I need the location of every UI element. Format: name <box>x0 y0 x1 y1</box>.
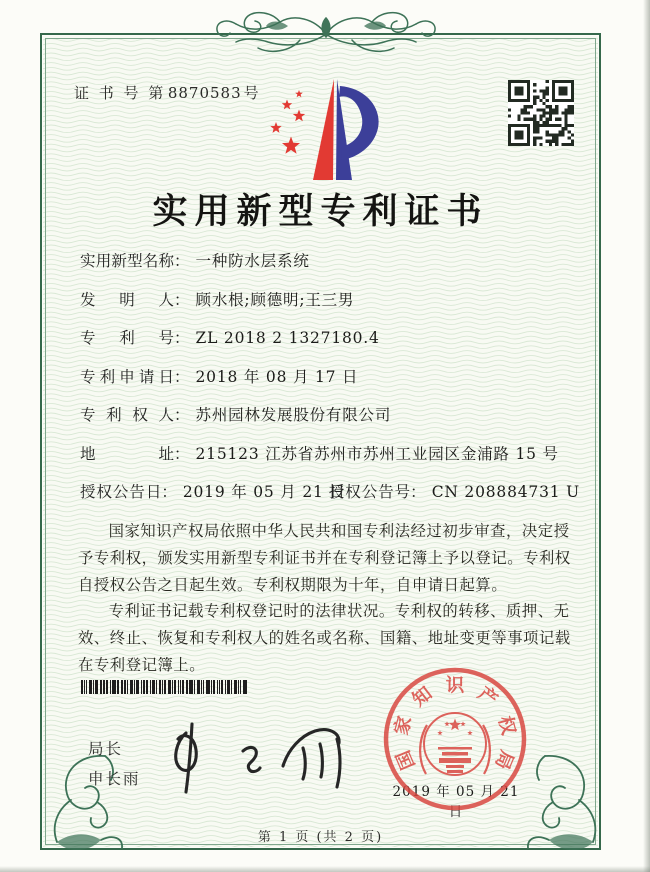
legal-paragraph-2: 专利证书记载专利权登记时的法律状况。专利权的转移、质押、无效、终止、恢复和专利权人的姓名或名称、国籍、地址变更等事项记载在专利登记簿上。 <box>78 602 571 674</box>
top-border-flourish-ornament <box>203 4 449 60</box>
page-footer: 第 1 页 (共 2 页) <box>257 830 384 845</box>
certificate-number-line <box>74 82 261 103</box>
field-value: 215123 江苏省苏州市苏州工业园区金浦路 15 号 <box>195 444 559 463</box>
field-label: 授权公告号 <box>328 483 411 501</box>
svg-text:国: 国 <box>392 747 420 773</box>
field-label: 发明人 <box>80 290 174 309</box>
handwritten-signature-icon <box>150 708 350 800</box>
field-colon: ： <box>174 290 190 309</box>
svg-text:权: 权 <box>493 713 519 738</box>
field-row-name <box>80 251 580 271</box>
field-row-patent-number <box>80 328 580 348</box>
field-row-inventors <box>80 290 580 310</box>
field-label: 专利号 <box>80 329 174 347</box>
svg-text:家: 家 <box>391 713 417 738</box>
field-label: 专利申请日 <box>80 367 174 386</box>
field-row-filing-date <box>80 367 580 387</box>
field-label: 地址 <box>80 444 174 463</box>
legal-text <box>78 518 574 679</box>
svg-text:识: 识 <box>445 675 465 697</box>
certificate-title: 实用新型专利证书 <box>152 191 489 232</box>
commissioner-name: 申长雨 <box>88 770 141 788</box>
certificate-number-suffix: 号 <box>243 84 262 102</box>
scan-edge-shadow-bottom <box>0 866 650 872</box>
certificate-number-prefix: 证 书 号 第 <box>74 84 166 102</box>
field-colon: ： <box>174 367 190 386</box>
field-colon: ： <box>174 444 190 463</box>
field-value: 2019 年 05 月 21 日 <box>182 483 346 501</box>
svg-text:产: 产 <box>473 683 502 711</box>
field-value: 2018 年 08 月 17 日 <box>195 367 359 386</box>
field-colon: ： <box>410 483 426 501</box>
seal-date: 2019 年 05 月 21 日 <box>392 784 520 820</box>
field-row-grant <box>80 482 580 502</box>
field-list <box>80 251 580 502</box>
legal-paragraph-1: 国家知识产权局依照中华人民共和国专利法经过初步审查，决定授予专利权，颁发实用新型专利证书并在专利登记簿上予以登记。专利权自授权公告之日起生效。专利权期限为十年，自申请日起算。 <box>78 522 571 594</box>
svg-text:局: 局 <box>490 747 518 773</box>
field-label: 实用新型名称 <box>80 252 174 270</box>
field-value: ZL 2018 2 1327180.4 <box>195 329 380 347</box>
field-row-address <box>80 444 580 464</box>
barcode-icon <box>81 680 249 694</box>
field-colon: ： <box>161 483 177 501</box>
field-colon: ： <box>174 252 190 270</box>
scan-edge-shadow-right <box>643 0 650 872</box>
svg-text:知: 知 <box>408 683 437 711</box>
field-value: 顾水根;顾德明;王三男 <box>195 290 355 309</box>
field-value: CN 208884731 U <box>431 483 580 501</box>
commissioner-title: 局长 <box>88 740 124 758</box>
field-colon: ： <box>174 406 190 424</box>
field-row-patentee <box>80 405 580 425</box>
cnipa-red-seal-icon <box>380 664 530 814</box>
field-label: 授权公告日 <box>80 483 162 501</box>
field-colon: ： <box>174 329 190 347</box>
field-value: 一种防水层系统 <box>195 252 310 270</box>
field-value: 苏州园林发展股份有限公司 <box>195 406 392 424</box>
field-label: 专利权人 <box>80 406 174 424</box>
cnipa-logo-icon <box>260 74 384 184</box>
certificate-number: 8870583 <box>167 84 242 102</box>
qr-code-icon <box>508 80 574 146</box>
